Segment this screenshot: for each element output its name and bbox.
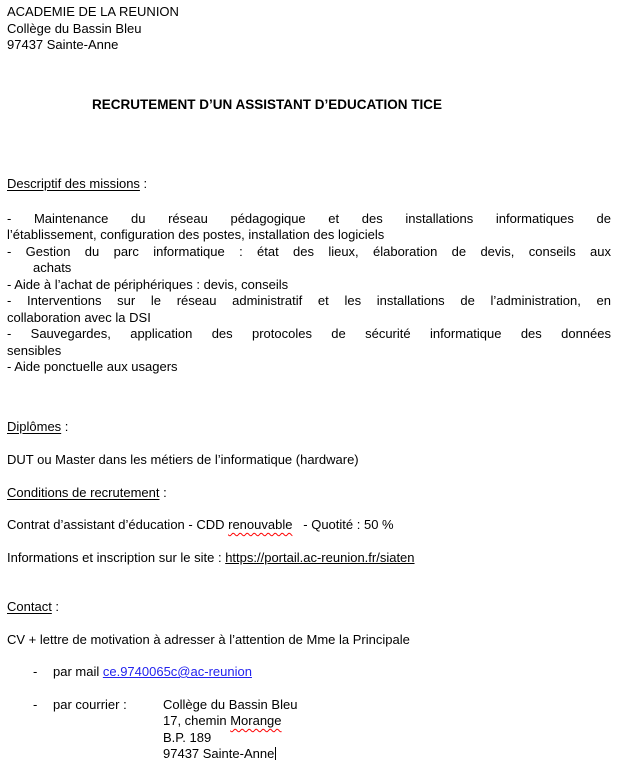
mail-label: par mail (53, 664, 103, 679)
text-cursor (275, 747, 276, 760)
heading-colon: : (139, 176, 148, 191)
info-label: Informations et inscription sur le site : (7, 549, 226, 565)
address-line: 97437 Sainte-Anne (163, 746, 275, 761)
letterhead-line-3: 97437 Sainte-Anne (7, 37, 119, 52)
contract-text: Contrat d’assistant d’éducation - CDD (7, 517, 229, 532)
info-line (7, 550, 611, 567)
address-line: B.P. 189 (163, 729, 212, 745)
mission-line: sensibles (7, 342, 62, 358)
missions-list (7, 211, 611, 376)
bullet-dash: - (33, 664, 38, 679)
section-heading-missions-label: Descriptif des missions (7, 176, 140, 191)
misspelled-word: Morange (230, 713, 282, 728)
section-heading-contact-label: Contact (7, 599, 52, 614)
document-title: RECRUTEMENT D’UN ASSISTANT D’EDUCATION TICE (92, 96, 442, 112)
letterhead-line-2: Collège du Bassin Bleu (7, 20, 142, 36)
section-heading-diplomes (7, 419, 611, 436)
contract-text: - Quotité : 50 % (292, 517, 394, 532)
section-heading-conditions-label: Conditions de recrutement (7, 484, 160, 500)
diplomes-text: DUT ou Master dans les métiers de l’informatique (hardware) (7, 452, 359, 467)
section-heading-missions (7, 176, 611, 193)
bullet-dash: - (33, 696, 38, 712)
address-line: 17, chemin Morange (163, 713, 282, 728)
heading-colon: : (159, 484, 167, 500)
section-heading-contact (7, 599, 611, 616)
contact-intro: CV + lettre de motivation à adresser à l’attention de Mme la Principale (7, 631, 410, 647)
misspelled-word: renouvable (228, 517, 293, 532)
heading-colon: : (51, 599, 60, 614)
address-line: Collège du Bassin Bleu (163, 696, 298, 712)
email-link[interactable]: ce.9740065c@ac-reunion (102, 664, 252, 679)
mission-line: - Gestion du parc informatique : état des lieux, élaboration de devis, conseils aux (7, 243, 611, 259)
letterhead (7, 4, 611, 54)
mail-line (53, 664, 252, 681)
mission-line: - Interventions sur le réseau administratif et les installations de l’administration, en (7, 293, 611, 308)
postal-address (163, 697, 297, 763)
mission-line: collaboration avec la DSI (7, 309, 151, 325)
mission-line: - Sauvegardes, application des protocoles de sécurité informatique des données (7, 326, 611, 341)
mission-line: - Aide ponctuelle aux usagers (7, 359, 178, 374)
section-heading-diplomes-label: Diplômes (7, 418, 62, 434)
heading-colon: : (61, 418, 69, 434)
mission-line: l’établissement, configuration des postes, installation des logiciels (7, 227, 385, 242)
mission-line: achats (33, 260, 72, 275)
contract-line (7, 517, 611, 534)
section-heading-conditions (7, 485, 611, 502)
courrier-label: par courrier : (53, 696, 127, 712)
contact-courrier-row (7, 697, 611, 763)
contact-mail-row (7, 664, 611, 681)
mission-line: - Aide à l’achat de périphériques : devis, conseils (7, 276, 289, 292)
mission-line: - Maintenance du réseau pédagogique et des installations informatiques de (7, 210, 611, 226)
letterhead-line-1: ACADEMIE DE LA REUNION (7, 4, 179, 19)
siaten-link[interactable]: https://portail.ac-reunion.fr/siaten (225, 549, 415, 565)
